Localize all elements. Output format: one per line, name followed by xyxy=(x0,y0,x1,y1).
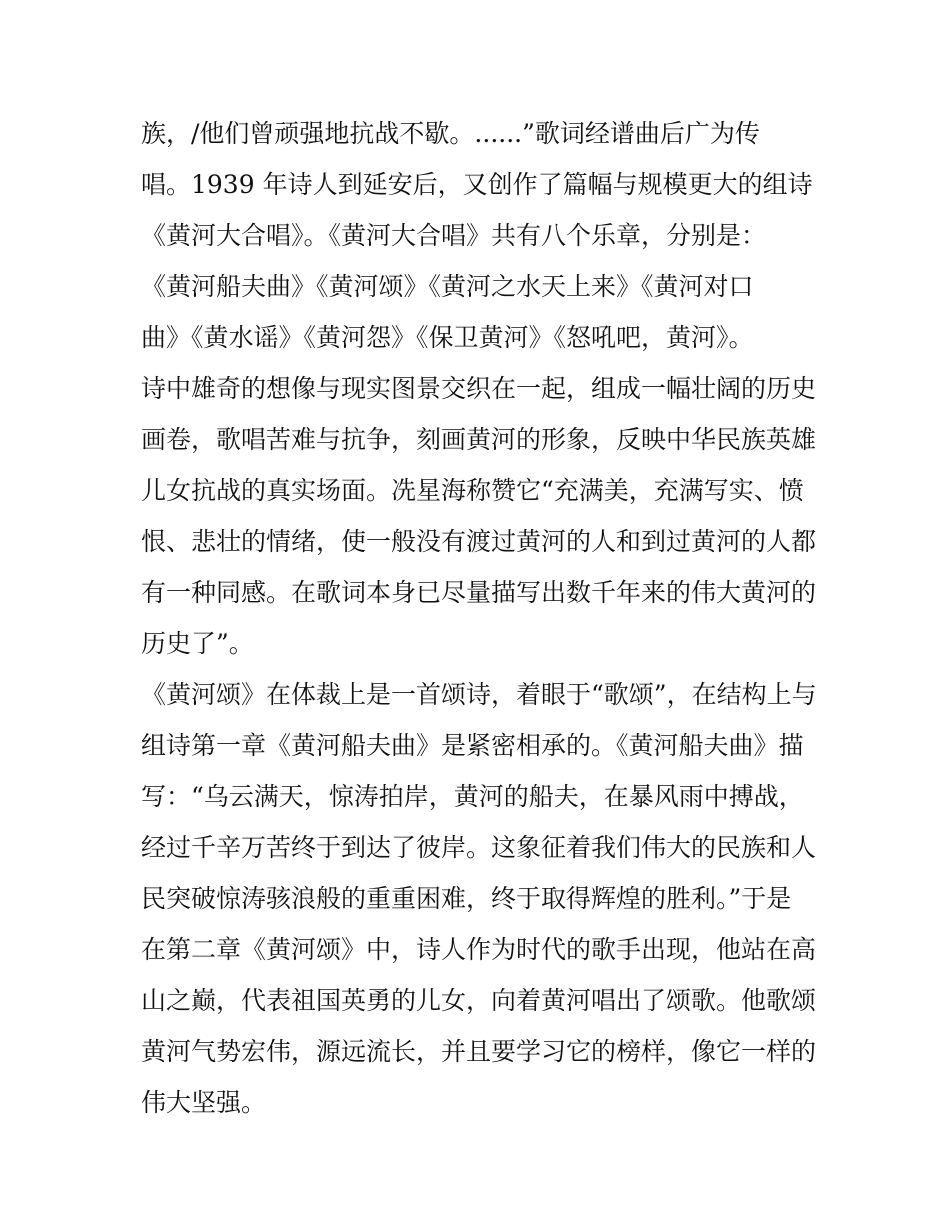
text-line-19: 黄河气势宏伟，源远流长，并且要学习它的榜样，像它一样的 xyxy=(141,1037,817,1066)
text-line-9: 恨、悲壮的情绪，使一般没有渡过黄河的人和到过黄河的人都 xyxy=(141,527,817,556)
text-line-15: 经过千辛万苦终于到达了彼岸。这象征着我们伟大的民族和人 xyxy=(141,833,817,862)
text-line-13: 组诗第一章《黄河船夫曲》是紧密相承的。《黄河船夫曲》描 xyxy=(141,731,804,760)
text-line-5: 曲》《黄水谣》《黄河怨》《保卫黄河》《怒吼吧，黄河》。 xyxy=(141,323,754,352)
text-line-12: 《黄河颂》在体裁上是一首颂诗，着眼于“歌颂”，在结构上与 xyxy=(141,680,817,709)
text-line-4: 《黄河船夫曲》《黄河颂》《黄河之水天上来》《黄河对口 xyxy=(141,272,754,301)
text-line-2: 唱。1939 年诗人到延安后，又创作了篇幅与规模更大的组诗 xyxy=(141,170,813,199)
text-line-3: 《黄河大合唱》。《黄河大合唱》共有八个乐章，分别是： xyxy=(141,221,767,250)
text-line-16: 民突破惊涛骇浪般的重重困难，终于取得辉煌的胜利。”于是 xyxy=(141,884,792,913)
body-text xyxy=(141,108,821,1128)
text-line-7: 画卷，歌唱苦难与抗争，刻画黄河的形象，反映中华民族英雄 xyxy=(141,425,817,454)
text-line-8: 儿女抗战的真实场面。冼星海称赞它“充满美，充满写实、愤 xyxy=(141,476,804,505)
text-line-17: 在第二章《黄河颂》中，诗人作为时代的歌手出现，他站在高 xyxy=(141,935,817,964)
text-line-11: 历史了”。 xyxy=(141,629,254,658)
text-line-14: 写：“乌云满天，惊涛拍岸，黄河的船夫，在暴风雨中搏战， xyxy=(141,782,804,811)
text-line-1: 族，/他们曾顽强地抗战不歇。......”歌词经谱曲后广为传 xyxy=(141,119,760,148)
text-line-10: 有一种同感。在歌词本身已尽量描写出数千年来的伟大黄河的 xyxy=(141,578,817,607)
text-line-6: 诗中雄奇的想像与现实图景交织在一起，组成一幅壮阔的历史 xyxy=(141,374,817,403)
text-line-20: 伟大坚强。 xyxy=(141,1088,267,1117)
text-line-18: 山之巅，代表祖国英勇的儿女，向着黄河唱出了颂歌。他歌颂 xyxy=(141,986,817,1015)
